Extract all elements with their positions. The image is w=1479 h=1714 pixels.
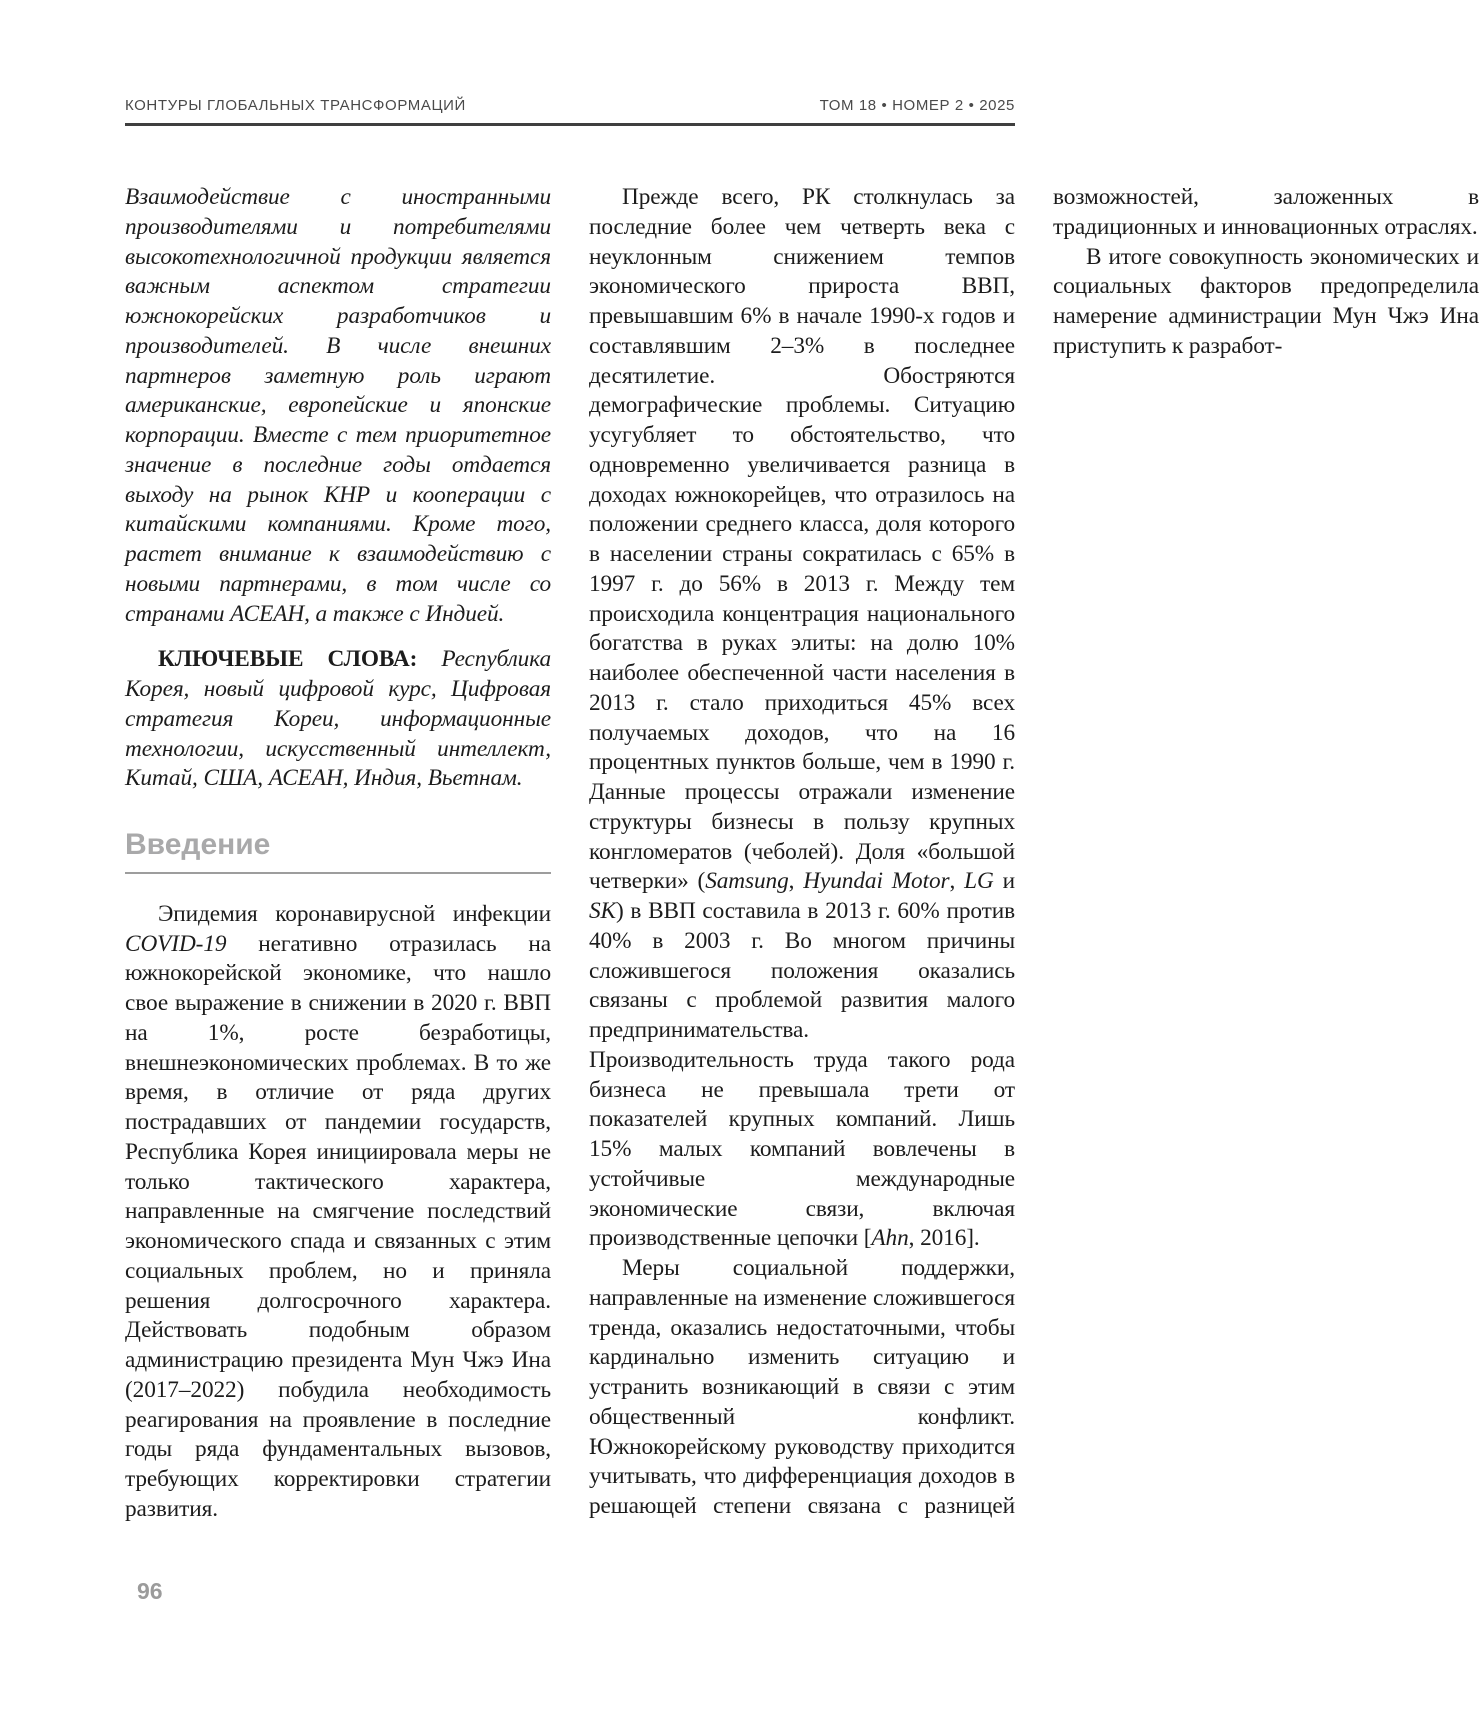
body-paragraph: Меры социальной поддержки, направленные на изменение сложившегося тренда, оказались недостаточными, чтобы кардинально изменить ситуацию и устранить возникающий в связи с этим общественный конфликт. Южнокорейскому руководству приходится учитывать, что дифференциация доходов в решающей степени связана с разницей возможностей, заложенных в традиционных и инновационных отраслях. xyxy=(589,184,1479,1519)
abstract-paragraph: Взаимодействие с иностранными производителями и потребителями высокотехнологичной продукции является важным аспектом стратегии южнокорейских разработчиков и производителей. В числе внешних партнеров заметную роль играют американские, европейские и японские корпорации. Вместе с тем приоритетное значение в последние годы отдается выходу на рынок КНР и кооперации с китайскими компаниями. Кроме того, растет внимание к взаимодействию с новыми партнерами, в том числе со странами АСЕАН, а также с Индией. xyxy=(125,184,551,627)
section-heading: Введение xyxy=(125,830,551,874)
journal-title: КОНТУРЫ ГЛОБАЛЬНЫХ ТРАНСФОРМАЦИЙ xyxy=(125,97,466,114)
issue-info: ТОМ 18 • НОМЕР 2 • 2025 xyxy=(819,97,1015,114)
body-paragraph: Прежде всего, РК столкнулась за последние более чем четверть века с неуклонным снижением темпов экономического прироста ВВП, превышавшим 6% в начале 1990-х годов и составлявшим 2–3% в последнее десятилетие. Обостряются демографические проблемы. Ситуацию усугубляет то обстоятельство, что одновременно увеличивается разница в доходах южнокорейцев, что отразилось на положении среднего класса, доля которого в населении страны сократилась с 65% в 1997 г. до 56% в 2013 г. Между тем происходила концентрация национального богатства в руках элиты: на долю 10% наиболее обеспеченной части населения в 2013 г. стало приходиться 45% всех получаемых доходов, что на 16 процентных пунктов больше, чем в 1990 г. Данные процессы отражали изменение структуры бизнесы в пользу крупных конгломератов (чеболей). Доля «большой четверки» (Samsung, Hyundai Motor, LG и SK) в ВВП составила в 2013 г. 60% против 40% в 2003 г. Во многом причины сложившегося положения оказались связаны с проблемой развития малого предпринимательства. Производительность труда такого рода бизнеса не превышала трети от показателей крупных компаний. Лишь 15% малых компаний вовлечены в устойчивые международные экономические связи, включая производственные цепочки [Ahn, 2016]. xyxy=(589,184,1016,1252)
page-number: 96 xyxy=(137,1578,163,1604)
body-paragraph: В итоге совокупность экономических и социальных факторов предопределила намерение администрации Мун Чжэ Ина приступить к разработ- xyxy=(1053,243,1479,359)
keywords-paragraph: КЛЮЧЕВЫЕ СЛОВА: Республика Корея, новый цифровой курс, Цифровая стратегия Кореи, информационные технологии, искусственный интеллект, Китай, США, АСЕАН, Индия, Вьетнам. xyxy=(125,646,551,792)
page-header xyxy=(125,97,1015,126)
header-divider xyxy=(125,123,1015,126)
article-columns xyxy=(125,183,1479,1535)
body-paragraph: Эпидемия коронавирусной инфекции COVID-19 негативно отразилась на южнокорейской экономике, что нашло свое выражение в снижении в 2020 г. ВВП на 1%, росте безработицы, внешнеэкономических проблемах. В то же время, в отличие от ряда других пострадавших от пандемии государств, Республика Корея инициировала меры не только тактического характера, направленные на смягчение последствий экономического спада и связанных с этим социальных проблем, но и приняла решения долгосрочного характера. Действовать подобным образом администрацию президента Мун Чжэ Ина (2017–2022) побудила необходимость реагирования на проявление в последние годы ряда фундаментальных вызовов, требующих корректировки стратегии развития. xyxy=(125,900,551,1522)
